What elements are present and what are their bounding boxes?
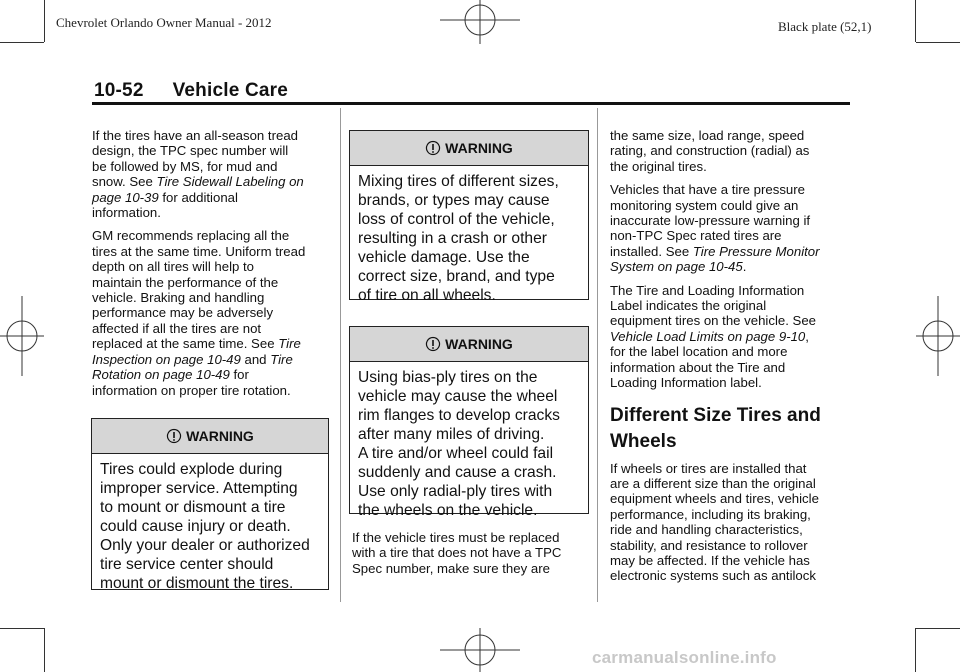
cross-reference: Rotation on page 10-49 bbox=[92, 367, 230, 383]
registration-mark-bottom bbox=[440, 628, 520, 672]
paragraph: If the vehicle tires must be replaced with a tire that does not have a TPC Spec number, make sure they are bbox=[352, 530, 562, 576]
crop-mark bbox=[0, 42, 44, 43]
paragraph: If the tires have an all-season tread design, the TPC spec number will be followed by MS, for mud and snow. See Tire Sidewall Labeling on page 10-39 for additional information. bbox=[92, 128, 304, 221]
warning-icon bbox=[425, 140, 441, 156]
warning-header bbox=[350, 327, 588, 362]
running-header-left: Chevrolet Orlando Owner Manual - 2012 bbox=[56, 15, 272, 30]
column-2-text bbox=[352, 530, 592, 584]
section-number: 10-52 bbox=[94, 80, 144, 101]
warning-header bbox=[350, 131, 588, 166]
crop-mark bbox=[916, 628, 960, 629]
title-rule bbox=[92, 102, 850, 105]
warning-box bbox=[349, 130, 589, 304]
warning-icon bbox=[425, 336, 441, 352]
registration-mark-right bbox=[912, 296, 960, 376]
warning-text: Tires could explode during improper service. Attempting to mount or dismount a tire could cause injury or death. Only your dealer or authorized tire service center should mount or dismount the tires. bbox=[100, 461, 310, 592]
watermark: carmanualsonline.info bbox=[592, 648, 777, 667]
warning-box bbox=[349, 326, 589, 519]
paragraph: GM recommends replacing all the tires at the same time. Uniform tread depth on all tires will help to maintain the performance of the vehicle. Braking and handling performance may be adversely affected if all the tires are not replaced at the same time. See Tire Inspection on page 10-49 and Tire Rotation on page 10-49 for information on proper tire rotation. bbox=[92, 228, 306, 398]
paragraph: If wheels or tires are installed that are a different size than the original equipment wheels and tires, vehicle performance, including its braking, ride and handling characteristics, stability, and resistance to rollover may be affected. If the vehicle has electronic systems such as antilock bbox=[610, 460, 819, 584]
warning-label: WARNING bbox=[445, 140, 513, 156]
running-header-right: Black plate (52,1) bbox=[778, 19, 872, 34]
paragraph: the same size, load range, speed rating, and construction (radial) as the original tires. bbox=[610, 128, 810, 174]
subsection-heading: Different Size Tires and Wheels bbox=[610, 404, 821, 452]
cross-reference: page 10-39 bbox=[92, 189, 159, 205]
warning-label: WARNING bbox=[186, 428, 254, 444]
crop-mark bbox=[916, 42, 960, 43]
cross-reference: Tire bbox=[270, 351, 293, 367]
cross-reference: Inspection on page 10-49 bbox=[92, 351, 241, 367]
crop-mark bbox=[44, 0, 45, 42]
cross-reference: Vehicle Load Limits on page 9-10 bbox=[610, 328, 806, 344]
column-divider bbox=[340, 108, 341, 602]
cross-reference: Tire bbox=[278, 336, 301, 352]
column-3 bbox=[610, 128, 855, 592]
paragraph: Vehicles that have a tire pressure monitoring system could give an inaccurate low-pressure warning if non-TPC Spec rated tires are installed. See Tire Pressure Monitor System on page 10-45. bbox=[610, 182, 820, 275]
cross-reference: Tire Sidewall Labeling on bbox=[156, 174, 304, 190]
page-title bbox=[94, 80, 288, 102]
section-title: Vehicle Care bbox=[172, 80, 288, 101]
cross-reference: System on page 10-45 bbox=[610, 259, 743, 275]
crop-mark bbox=[915, 0, 916, 42]
warning-header bbox=[92, 419, 328, 454]
cross-reference: Tire Pressure Monitor bbox=[692, 243, 820, 259]
column-divider bbox=[597, 108, 598, 602]
warning-icon bbox=[166, 428, 182, 444]
registration-mark-top bbox=[440, 0, 520, 48]
warning-text: Using bias-ply tires on the vehicle may cause the wheel rim flanges to develop cracks after many miles of driving. A tire and/or wheel could fail suddenly and cause a crash. Use only radial-ply tires with the wheels on the vehicle. bbox=[358, 369, 560, 519]
crop-mark bbox=[0, 628, 44, 629]
column-1 bbox=[92, 128, 332, 406]
warning-text: Mixing tires of different sizes, brands, or types may cause loss of control of the vehicle, resulting in a crash or other vehicle damage. Use the correct size, brand, and type of tire on all wheels. bbox=[358, 173, 559, 304]
crop-mark bbox=[915, 628, 916, 672]
warning-label: WARNING bbox=[445, 336, 513, 352]
warning-box bbox=[91, 418, 329, 590]
crop-mark bbox=[44, 628, 45, 672]
registration-mark-left bbox=[0, 296, 48, 376]
paragraph: The Tire and Loading Information Label indicates the original equipment tires on the vehicle. See Vehicle Load Limits on page 9-10, for the label location and more information about the Tire and Loading Information label. bbox=[610, 282, 816, 391]
